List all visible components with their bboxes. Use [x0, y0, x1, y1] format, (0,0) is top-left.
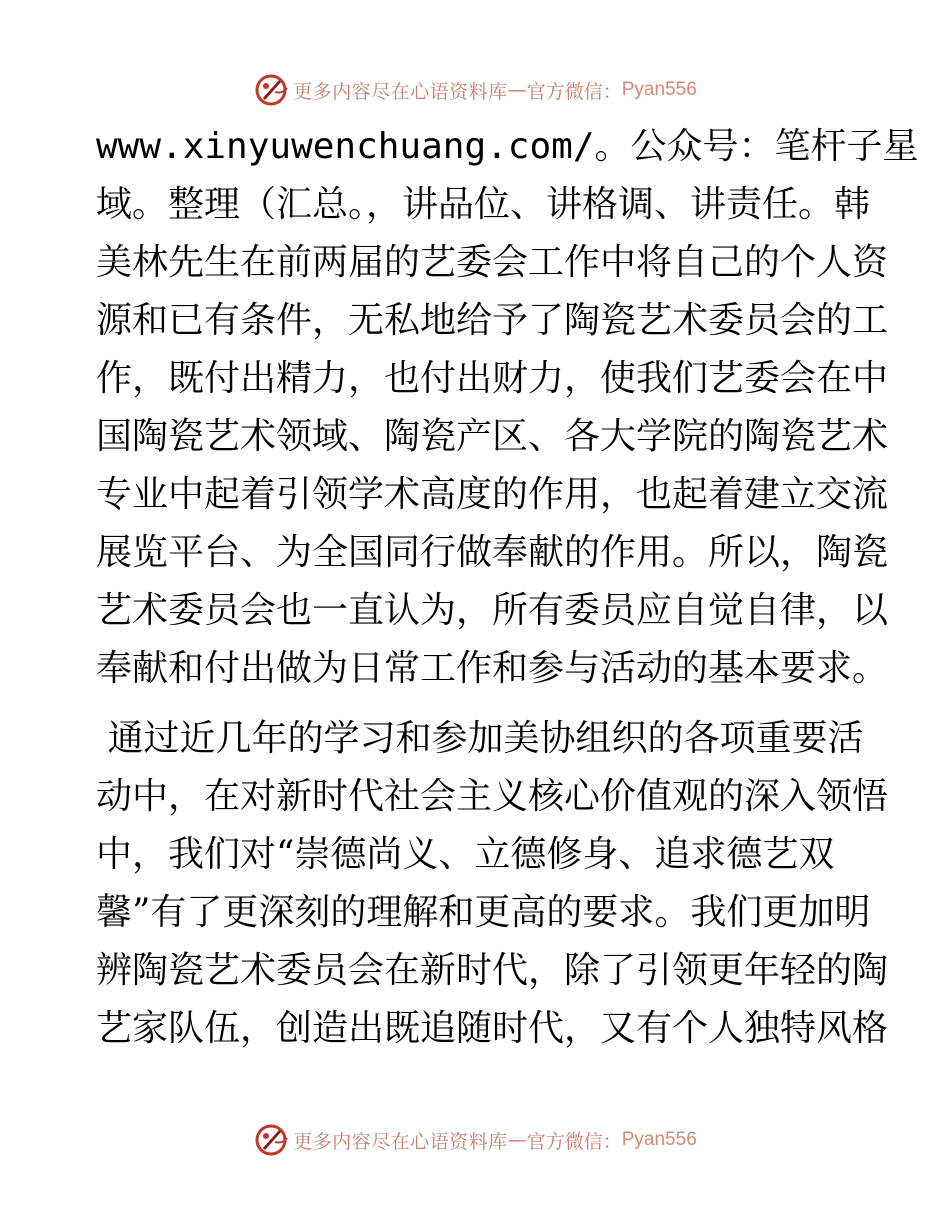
text-line: 国陶瓷艺术领域、陶瓷产区、各大学院的陶瓷艺术 [96, 416, 889, 457]
text-line: 专业中起着引领学术高度的作用，也起着建立交流 [96, 474, 889, 515]
quill-circle-logo-icon [253, 1122, 289, 1158]
text-line: 展览平台、为全国同行做奉献的作用。所以，陶瓷 [96, 532, 889, 573]
text-line: 中，我们对“崇德尚义、立德修身、追求德艺双 [96, 834, 835, 875]
banner-main-text: 更多内容尽在心语资料库 [293, 1130, 508, 1153]
text-line: 艺家队伍，创造出既追随时代，又有个人独特风格 [96, 1008, 889, 1049]
text-line: 馨”有了更深刻的理解和更高的要求。我们更加明 [96, 892, 871, 933]
text-line: 通过近几年的学习和参加美协组织的各项重要活 [96, 718, 864, 759]
text-line: 源和已有条件，无私地给予了陶瓷艺术委员会的工 [96, 300, 889, 341]
footer-banner [0, 1120, 950, 1160]
banner-wechat-id: Pyan556 [621, 79, 697, 100]
quill-circle-logo-icon [253, 72, 289, 108]
banner-dash: — [507, 1129, 527, 1151]
banner-wechat-label: 官方微信： [526, 1130, 622, 1153]
header-banner [0, 70, 950, 110]
paragraph-2 [96, 710, 889, 1058]
text-line: 域。整理（汇总。，讲品位、讲格调、讲责任。韩 [96, 184, 871, 225]
text-line: 动中，在对新时代社会主义核心价值观的深入领悟 [96, 776, 889, 817]
banner-wechat-label: 官方微信： [526, 80, 622, 103]
text-line: 美林先生在前两届的艺委会工作中将自己的个人资 [96, 242, 889, 283]
paragraph-1 [96, 118, 919, 698]
paragraph-gap [96, 698, 856, 710]
document-body [96, 118, 919, 1058]
text-line: 奉献和付出做为日常工作和参与活动的基本要求。 [96, 648, 889, 689]
banner-main-text: 更多内容尽在心语资料库 [293, 80, 508, 103]
banner-wechat-id: Pyan556 [621, 1129, 697, 1150]
text-line: 辨陶瓷艺术委员会在新时代，除了引领更年轻的陶 [96, 950, 889, 991]
text-line: 作，既付出精力，也付出财力，使我们艺委会在中 [96, 358, 889, 399]
text-line: www.xinyuwenchuang.com/。公众号：笔杆子星 [96, 126, 919, 167]
banner-dash: — [507, 79, 527, 101]
text-line: 艺术委员会也一直认为，所有委员应自觉自律，以 [96, 590, 889, 631]
